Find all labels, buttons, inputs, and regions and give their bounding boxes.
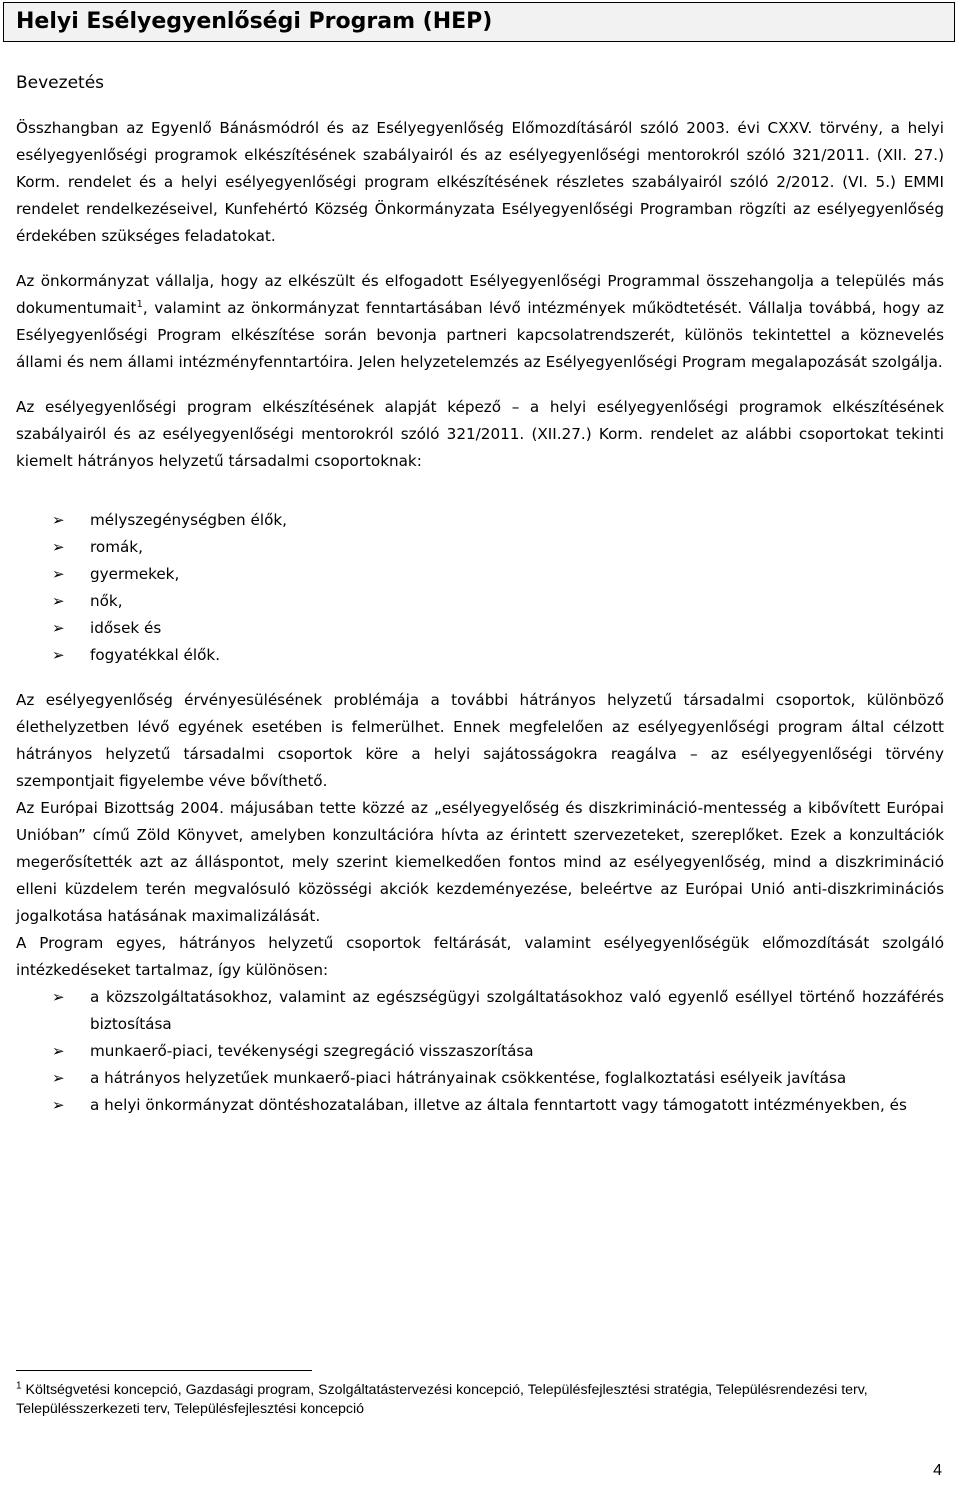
- arrow-bullet-icon: ➢: [52, 565, 65, 583]
- measure-item-text: a közszolgáltatásokhoz, valamint az egészségügyi szolgáltatásokhoz való egyenlő eséllyel történő hozzáférés biztosítása: [90, 988, 944, 1033]
- paragraph-basis: Az esélyegyenlőségi program elkészítésének alapját képező – a helyi esélyegyenlőségi programok elkészítésének szabályairól és az esélyegyenlőségi mentorokról szóló 321/2011. (XII.27.) Korm. rendelet az alábbi csoportokat tekinti kiemelt hátrányos helyzetű társadalmi csoportoknak:: [16, 398, 944, 470]
- paragraph-program-measures: A Program egyes, hátrányos helyzetű csoportok feltárását, valamint esélyegyenlőségük előmozdítását szolgáló intézkedéseket tartalmaz, így különösen:: [16, 934, 944, 979]
- paragraph-commitment-part2: , valamint az önkormányzat fenntartásában lévő intézmények működtetését. Vállalja továbbá, hogy az Esélyegyenlőségi Program elkészítése során bevonja partneri kapcsolatrendszerét, különös tekintettel a köznevelés állami és nem állami intézményfenntartóira. Jelen helyzetelemzés az Esélyegyenlőségi Program megalapozását szolgálja.: [16, 299, 944, 371]
- document-title: Helyi Esélyegyenlőségi Program (HEP): [16, 9, 493, 34]
- document-body: [16, 70, 944, 1119]
- measure-item-text: a hátrányos helyzetűek munkaerő-piaci hátrányainak csökkentése, foglalkoztatási esélyeik javítása: [90, 1069, 847, 1087]
- disadvantaged-groups-list: [16, 507, 944, 669]
- measure-item-text: munkaerő-piaci, tevékenységi szegregáció visszaszorítása: [90, 1042, 534, 1060]
- group-item: [16, 642, 944, 669]
- group-item-text: romák,: [90, 538, 143, 556]
- page-number: 4: [933, 1462, 942, 1479]
- arrow-bullet-icon: ➢: [52, 511, 65, 529]
- group-item-text: fogyatékkal élők.: [90, 646, 221, 664]
- measures-list: [16, 984, 944, 1119]
- arrow-bullet-icon: ➢: [52, 619, 65, 637]
- arrow-bullet-icon: ➢: [52, 592, 65, 610]
- group-item: [16, 534, 944, 561]
- group-item: [16, 507, 944, 534]
- group-item-text: nők,: [90, 592, 123, 610]
- group-item-text: mélyszegénységben élők,: [90, 511, 287, 529]
- arrow-bullet-icon: ➢: [52, 1069, 65, 1087]
- arrow-bullet-icon: ➢: [52, 1042, 65, 1060]
- paragraph-commitment: [16, 268, 944, 376]
- measure-item: [16, 1092, 944, 1119]
- measure-item-text: a helyi önkormányzat döntéshozatalában, illetve az általa fenntartott vagy támogatott intézményekben, és: [90, 1096, 907, 1114]
- paragraph-intro: Összhangban az Egyenlő Bánásmódról és az Esélyegyenlőség Előmozdításáról szóló 2003. évi CXXV. törvény, a helyi esélyegyenlőségi programok elkészítésének szabályairól és az esélyegyenlőségi mentorokról szóló 321/2011. (XII. 27.) Korm. rendelet és a helyi esélyegyenlőségi program elkészítésének részletes szabályairól szóló 2/2012. (VI. 5.) EMMI rendelet rendelkezéseivel, Kunfehértó Község Önkormányzata Esélyegyenlőségi Programban rögzíti az esélyegyenlőség érdekében szükséges feladatokat.: [16, 119, 944, 245]
- group-item-text: gyermekek,: [90, 565, 180, 583]
- measure-item: [16, 1038, 944, 1065]
- arrow-bullet-icon: ➢: [52, 538, 65, 556]
- measure-item: [16, 1065, 944, 1092]
- footnote-text: Költségvetési koncepció, Gazdasági program, Szolgáltatástervezési koncepció, Településfejlesztési stratégia, Településrendezési terv, Településszerkezeti terv, Településfejlesztési koncepció: [16, 1382, 868, 1417]
- group-item: [16, 615, 944, 642]
- footnote-reference[interactable]: 1: [136, 298, 143, 310]
- group-item-text: idősek és: [90, 619, 162, 637]
- paragraph-commitment-part1: Az önkormányzat vállalja, hogy az elkészült és elfogadott Esélyegyenlőségi Programmal összehangolja a település más dokumentumait: [16, 272, 944, 317]
- title-box: [3, 2, 955, 42]
- section-heading: Bevezetés: [16, 73, 105, 93]
- group-item: [16, 561, 944, 588]
- measure-item: [16, 984, 944, 1038]
- arrow-bullet-icon: ➢: [52, 988, 65, 1006]
- paragraph-green-paper: Az Európai Bizottság 2004. májusában tette közzé az „esélyegyelőség és diszkrimináció-mentesség a kibővített Európai Unióban” című Zöld Könyvet, amelyben konzultációra hívta az érintett szervezeteket, szereplőket. Ezek a konzultációk megerősítették azt az álláspontot, mely szerint kiemelkedően fontos mind az esélyegyenlőség, mind a diszkrimináció elleni küzdelem terén megvalósuló közösségi akciók kezdeményezése, beleértve az Európai Unió anti-diszkriminációs jogalkotása hatásának maximalizálását.: [16, 799, 944, 925]
- arrow-bullet-icon: ➢: [52, 1096, 65, 1114]
- footnote: [16, 1381, 944, 1419]
- paragraph-problem: Az esélyegyenlőség érvényesülésének problémája a további hátrányos helyzetű társadalmi csoportok, különböző élethelyzetben lévő egyének esetében is felmerülhet. Ennek megfelelően az esélyegyenlőségi program által célzott hátrányos helyzetű társadalmi csoportok köre a helyi sajátosságokra reagálva – az esélyegyenlőségi törvény szempontjait figyelembe véve bővíthető.: [16, 691, 944, 790]
- footnote-mark: 1: [16, 1380, 22, 1392]
- group-item: [16, 588, 944, 615]
- footnote-separator: [16, 1370, 312, 1371]
- arrow-bullet-icon: ➢: [52, 646, 65, 664]
